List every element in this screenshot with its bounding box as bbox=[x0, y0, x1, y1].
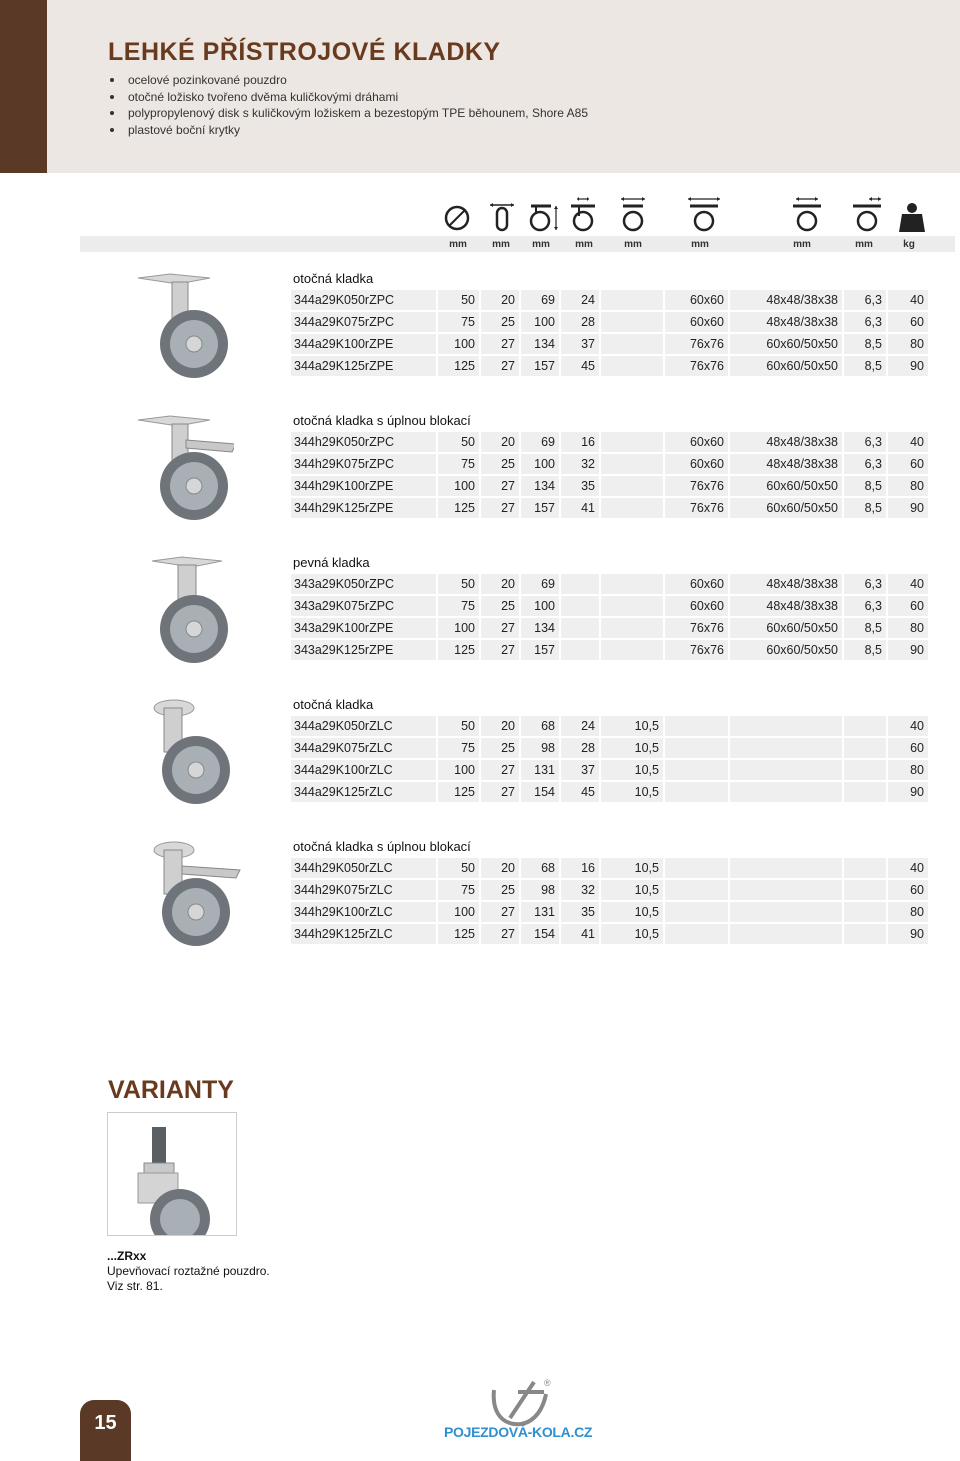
spec-cell bbox=[665, 858, 728, 878]
table-row bbox=[0, 858, 960, 878]
spec-cell: 27 bbox=[481, 334, 519, 354]
table-row bbox=[0, 454, 960, 474]
spec-cell: 157 bbox=[521, 498, 559, 518]
spec-cell: 27 bbox=[481, 476, 519, 496]
spec-cell: 80 bbox=[888, 618, 928, 638]
variant-description bbox=[107, 1264, 270, 1294]
spec-cell bbox=[844, 782, 886, 802]
spec-cell: 6,3 bbox=[844, 454, 886, 474]
variants-heading: VARIANTY bbox=[108, 1076, 234, 1104]
spec-cell: 27 bbox=[481, 356, 519, 376]
feature-item: otočné ložisko tvořeno dvěma kuličkovými dráhami bbox=[108, 89, 588, 106]
spec-cell bbox=[601, 454, 663, 474]
unit-label: kg bbox=[903, 239, 915, 250]
spec-cell: 50 bbox=[438, 432, 479, 452]
product-code-cell: 344a29K050rZPC bbox=[291, 290, 436, 310]
spec-cell: 50 bbox=[438, 858, 479, 878]
spec-cell: 75 bbox=[438, 312, 479, 332]
product-code-cell: 344h29K125rZPE bbox=[291, 498, 436, 518]
spec-cell: 100 bbox=[438, 334, 479, 354]
spec-cell bbox=[601, 312, 663, 332]
product-code-cell: 344h29K050rZPC bbox=[291, 432, 436, 452]
table-row bbox=[0, 716, 960, 736]
spec-cell: 60x60/50x50 bbox=[730, 640, 842, 660]
spec-cell: 50 bbox=[438, 290, 479, 310]
section-title: pevná kladka bbox=[293, 555, 370, 570]
spec-cell: 154 bbox=[521, 924, 559, 944]
spec-cell: 100 bbox=[438, 476, 479, 496]
spec-cell bbox=[665, 782, 728, 802]
product-code-cell: 344a29K075rZLC bbox=[291, 738, 436, 758]
spec-cell: 60x60/50x50 bbox=[730, 356, 842, 376]
spec-cell: 75 bbox=[438, 596, 479, 616]
unit-label: mm bbox=[793, 239, 811, 250]
table-row bbox=[0, 432, 960, 452]
spec-cell: 60x60/50x50 bbox=[730, 618, 842, 638]
spec-cell bbox=[665, 760, 728, 780]
spec-cell bbox=[730, 902, 842, 922]
spec-cell: 50 bbox=[438, 716, 479, 736]
unit-label: mm bbox=[624, 239, 642, 250]
spec-cell: 76x76 bbox=[665, 476, 728, 496]
spec-cell bbox=[561, 640, 599, 660]
table-row bbox=[0, 738, 960, 758]
variant-desc-line: Viz str. 81. bbox=[107, 1279, 163, 1293]
variant-image-frame bbox=[107, 1112, 237, 1236]
spec-cell: 48x48/38x38 bbox=[730, 290, 842, 310]
section-title: otočná kladka bbox=[293, 697, 374, 712]
weight-icon bbox=[896, 196, 928, 236]
spec-cell: 32 bbox=[561, 880, 599, 900]
spec-cell bbox=[730, 738, 842, 758]
spec-cell bbox=[601, 596, 663, 616]
product-code-cell: 343a29K100rZPE bbox=[291, 618, 436, 638]
spec-cell: 76x76 bbox=[665, 498, 728, 518]
spec-cell: 48x48/38x38 bbox=[730, 596, 842, 616]
spec-cell bbox=[601, 618, 663, 638]
feature-item: plastové boční krytky bbox=[108, 122, 588, 139]
spec-cell: 25 bbox=[481, 738, 519, 758]
spec-cell: 27 bbox=[481, 902, 519, 922]
product-code-cell: 344h29K075rZLC bbox=[291, 880, 436, 900]
spec-cell: 10,5 bbox=[601, 760, 663, 780]
spec-cell: 75 bbox=[438, 880, 479, 900]
wheel-width-icon bbox=[487, 196, 519, 236]
spec-cell bbox=[844, 716, 886, 736]
spec-cell: 48x48/38x38 bbox=[730, 432, 842, 452]
spec-cell bbox=[730, 858, 842, 878]
spec-cell: 40 bbox=[888, 290, 928, 310]
spec-cell: 100 bbox=[521, 596, 559, 616]
spec-cell: 45 bbox=[561, 782, 599, 802]
table-row bbox=[0, 574, 960, 594]
spec-cell: 20 bbox=[481, 432, 519, 452]
spec-cell: 10,5 bbox=[601, 880, 663, 900]
spec-cell: 37 bbox=[561, 334, 599, 354]
unit-label: mm bbox=[575, 239, 593, 250]
spec-cell: 60x60 bbox=[665, 290, 728, 310]
spec-cell bbox=[561, 618, 599, 638]
spec-cell: 27 bbox=[481, 924, 519, 944]
product-code-cell: 344h29K125rZLC bbox=[291, 924, 436, 944]
spec-cell: 60 bbox=[888, 312, 928, 332]
spec-cell: 134 bbox=[521, 476, 559, 496]
spec-cell: 80 bbox=[888, 334, 928, 354]
spec-cell: 80 bbox=[888, 760, 928, 780]
table-row bbox=[0, 290, 960, 310]
spec-cell: 90 bbox=[888, 924, 928, 944]
bolt-hole-spacing-icon bbox=[789, 196, 825, 236]
page-number-badge: 15 bbox=[80, 1400, 131, 1461]
spec-cell bbox=[601, 432, 663, 452]
spec-cell: 20 bbox=[481, 290, 519, 310]
spec-cell: 134 bbox=[521, 618, 559, 638]
spec-cell bbox=[844, 880, 886, 900]
table-row bbox=[0, 596, 960, 616]
offset-icon bbox=[567, 196, 599, 236]
spec-cell: 75 bbox=[438, 738, 479, 758]
table-row bbox=[0, 476, 960, 496]
product-code-cell: 344a29K100rZLC bbox=[291, 760, 436, 780]
spec-cell: 68 bbox=[521, 716, 559, 736]
product-code-cell: 344a29K100rZPE bbox=[291, 334, 436, 354]
spec-cell: 60 bbox=[888, 880, 928, 900]
spec-cell: 10,5 bbox=[601, 902, 663, 922]
spec-cell bbox=[601, 640, 663, 660]
spec-cell: 25 bbox=[481, 312, 519, 332]
spec-cell: 10,5 bbox=[601, 738, 663, 758]
spec-cell: 98 bbox=[521, 738, 559, 758]
table-row bbox=[0, 924, 960, 944]
spec-cell: 6,3 bbox=[844, 312, 886, 332]
table-row bbox=[0, 880, 960, 900]
spec-cell: 68 bbox=[521, 858, 559, 878]
spec-cell: 76x76 bbox=[665, 618, 728, 638]
spec-cell bbox=[730, 880, 842, 900]
spec-cell bbox=[844, 760, 886, 780]
spec-cell: 90 bbox=[888, 356, 928, 376]
spec-cell: 131 bbox=[521, 760, 559, 780]
spec-cell: 76x76 bbox=[665, 640, 728, 660]
product-code-cell: 343a29K050rZPC bbox=[291, 574, 436, 594]
spec-cell: 76x76 bbox=[665, 356, 728, 376]
spec-cell: 10,5 bbox=[601, 924, 663, 944]
spec-cell: 100 bbox=[438, 760, 479, 780]
unit-label: mm bbox=[691, 239, 709, 250]
spec-cell: 20 bbox=[481, 716, 519, 736]
table-row bbox=[0, 618, 960, 638]
page-title: LEHKÉ PŘÍSTROJOVÉ KLADKY bbox=[108, 38, 501, 66]
spec-cell: 60x60/50x50 bbox=[730, 476, 842, 496]
spec-cell bbox=[665, 880, 728, 900]
feature-item: polypropylenový disk s kuličkovým ložiskem a bezestopým TPE běhounem, Shore A85 bbox=[108, 105, 588, 122]
spec-cell: 27 bbox=[481, 640, 519, 660]
spec-cell: 60x60 bbox=[665, 454, 728, 474]
spec-cell bbox=[665, 716, 728, 736]
spec-cell: 60x60 bbox=[665, 596, 728, 616]
spec-cell: 20 bbox=[481, 858, 519, 878]
spec-cell: 76x76 bbox=[665, 334, 728, 354]
spec-cell: 90 bbox=[888, 640, 928, 660]
spec-cell: 60x60/50x50 bbox=[730, 334, 842, 354]
spec-cell: 10,5 bbox=[601, 782, 663, 802]
product-code-cell: 344h29K075rZPC bbox=[291, 454, 436, 474]
variant-code: ...ZRxx bbox=[107, 1249, 147, 1263]
spec-cell bbox=[601, 334, 663, 354]
spec-cell: 60 bbox=[888, 738, 928, 758]
spec-cell: 6,3 bbox=[844, 290, 886, 310]
spec-cell: 69 bbox=[521, 290, 559, 310]
spec-cell: 45 bbox=[561, 356, 599, 376]
unit-label: mm bbox=[855, 239, 873, 250]
spec-cell: 75 bbox=[438, 454, 479, 474]
spec-cell: 90 bbox=[888, 782, 928, 802]
hub-length-icon bbox=[617, 196, 649, 236]
spec-cell: 24 bbox=[561, 716, 599, 736]
spec-cell: 60x60 bbox=[665, 432, 728, 452]
spec-cell: 125 bbox=[438, 498, 479, 518]
wheel-diameter-icon bbox=[443, 196, 475, 236]
brand-name: POJEZDOVÁ-KOLA.CZ bbox=[444, 1424, 593, 1440]
spec-cell: 100 bbox=[521, 312, 559, 332]
spec-cell bbox=[730, 716, 842, 736]
product-code-cell: 344a29K075rZPC bbox=[291, 312, 436, 332]
spec-cell: 8,5 bbox=[844, 640, 886, 660]
spec-cell: 41 bbox=[561, 498, 599, 518]
spec-cell: 28 bbox=[561, 738, 599, 758]
spec-cell: 27 bbox=[481, 498, 519, 518]
bolt-hole-diameter-icon bbox=[849, 196, 885, 236]
spec-cell: 40 bbox=[888, 716, 928, 736]
spec-cell bbox=[730, 924, 842, 944]
section-title: otočná kladka s úplnou blokací bbox=[293, 413, 471, 428]
spec-cell: 40 bbox=[888, 432, 928, 452]
spec-cell: 41 bbox=[561, 924, 599, 944]
spec-cell: 48x48/38x38 bbox=[730, 574, 842, 594]
spec-cell: 50 bbox=[438, 574, 479, 594]
table-row bbox=[0, 312, 960, 332]
spec-cell bbox=[601, 574, 663, 594]
spec-cell: 16 bbox=[561, 858, 599, 878]
spec-cell bbox=[665, 738, 728, 758]
spec-cell: 6,3 bbox=[844, 596, 886, 616]
spec-cell bbox=[601, 476, 663, 496]
spec-cell: 100 bbox=[438, 618, 479, 638]
spec-cell: 125 bbox=[438, 782, 479, 802]
spec-cell: 25 bbox=[481, 880, 519, 900]
unit-label: mm bbox=[532, 239, 550, 250]
spec-cell: 157 bbox=[521, 640, 559, 660]
spec-cell: 131 bbox=[521, 902, 559, 922]
spec-cell: 35 bbox=[561, 902, 599, 922]
table-row bbox=[0, 902, 960, 922]
table-row bbox=[0, 640, 960, 660]
variant-desc-line: Upevňovací roztažné pouzdro. bbox=[107, 1264, 270, 1278]
product-code-cell: 344h29K100rZLC bbox=[291, 902, 436, 922]
spec-cell: 125 bbox=[438, 924, 479, 944]
spec-cell bbox=[665, 924, 728, 944]
table-row bbox=[0, 760, 960, 780]
registered-mark: ® bbox=[544, 1378, 551, 1388]
spec-cell: 37 bbox=[561, 760, 599, 780]
product-code-cell: 344a29K125rZLC bbox=[291, 782, 436, 802]
spec-cell: 154 bbox=[521, 782, 559, 802]
spec-cell: 8,5 bbox=[844, 476, 886, 496]
spec-cell bbox=[601, 498, 663, 518]
spec-cell bbox=[844, 902, 886, 922]
spec-cell: 10,5 bbox=[601, 716, 663, 736]
plate-size-icon bbox=[686, 196, 722, 236]
spec-cell: 20 bbox=[481, 574, 519, 594]
product-code-cell: 343a29K075rZPC bbox=[291, 596, 436, 616]
spec-cell: 25 bbox=[481, 596, 519, 616]
spec-cell: 80 bbox=[888, 476, 928, 496]
spec-cell bbox=[730, 782, 842, 802]
spec-cell: 32 bbox=[561, 454, 599, 474]
spec-cell bbox=[844, 738, 886, 758]
spec-cell: 8,5 bbox=[844, 618, 886, 638]
spec-cell bbox=[601, 356, 663, 376]
product-code-cell: 343a29K125rZPE bbox=[291, 640, 436, 660]
spec-cell: 24 bbox=[561, 290, 599, 310]
table-row bbox=[0, 334, 960, 354]
spec-cell: 100 bbox=[521, 454, 559, 474]
spec-cell bbox=[844, 858, 886, 878]
table-row bbox=[0, 498, 960, 518]
spec-cell: 6,3 bbox=[844, 432, 886, 452]
section-title: otočná kladka bbox=[293, 271, 374, 286]
spec-cell: 90 bbox=[888, 498, 928, 518]
spec-cell: 125 bbox=[438, 640, 479, 660]
table-row bbox=[0, 356, 960, 376]
spec-cell: 134 bbox=[521, 334, 559, 354]
table-row bbox=[0, 782, 960, 802]
spec-cell: 16 bbox=[561, 432, 599, 452]
spec-cell: 69 bbox=[521, 432, 559, 452]
spec-cell bbox=[601, 290, 663, 310]
product-code-cell: 344h29K050rZLC bbox=[291, 858, 436, 878]
spec-cell: 48x48/38x38 bbox=[730, 454, 842, 474]
spec-cell: 8,5 bbox=[844, 356, 886, 376]
spec-cell: 27 bbox=[481, 760, 519, 780]
spec-cell: 60x60 bbox=[665, 574, 728, 594]
spec-cell bbox=[730, 760, 842, 780]
spec-cell: 60x60 bbox=[665, 312, 728, 332]
spec-cell: 98 bbox=[521, 880, 559, 900]
section-title: otočná kladka s úplnou blokací bbox=[293, 839, 471, 854]
product-code-cell: 344h29K100rZPE bbox=[291, 476, 436, 496]
spec-cell: 25 bbox=[481, 454, 519, 474]
unit-label: mm bbox=[492, 239, 510, 250]
spec-cell: 125 bbox=[438, 356, 479, 376]
spec-cell: 60x60/50x50 bbox=[730, 498, 842, 518]
spec-cell: 10,5 bbox=[601, 858, 663, 878]
spec-cell: 27 bbox=[481, 782, 519, 802]
expanding-stem-caster-image bbox=[108, 1113, 236, 1235]
spec-cell: 60 bbox=[888, 596, 928, 616]
overall-height-icon bbox=[527, 196, 559, 236]
spec-cell: 8,5 bbox=[844, 498, 886, 518]
product-code-cell: 344a29K125rZPE bbox=[291, 356, 436, 376]
spec-cell: 8,5 bbox=[844, 334, 886, 354]
column-icon-row bbox=[0, 196, 960, 236]
product-code-cell: 344a29K050rZLC bbox=[291, 716, 436, 736]
spec-cell: 35 bbox=[561, 476, 599, 496]
spec-cell bbox=[844, 924, 886, 944]
spec-cell bbox=[665, 902, 728, 922]
spec-cell: 157 bbox=[521, 356, 559, 376]
feature-list bbox=[108, 72, 588, 138]
spec-cell: 6,3 bbox=[844, 574, 886, 594]
spec-cell bbox=[561, 574, 599, 594]
spec-cell: 60 bbox=[888, 454, 928, 474]
feature-item: ocelové pozinkované pouzdro bbox=[108, 72, 588, 89]
spec-cell: 28 bbox=[561, 312, 599, 332]
spec-cell: 69 bbox=[521, 574, 559, 594]
spec-cell: 27 bbox=[481, 618, 519, 638]
spec-cell: 40 bbox=[888, 574, 928, 594]
spec-cell: 80 bbox=[888, 902, 928, 922]
spec-cell: 100 bbox=[438, 902, 479, 922]
unit-label: mm bbox=[449, 239, 467, 250]
header-accent-bar bbox=[0, 0, 47, 173]
spec-cell: 40 bbox=[888, 858, 928, 878]
spec-cell bbox=[561, 596, 599, 616]
spec-cell: 48x48/38x38 bbox=[730, 312, 842, 332]
